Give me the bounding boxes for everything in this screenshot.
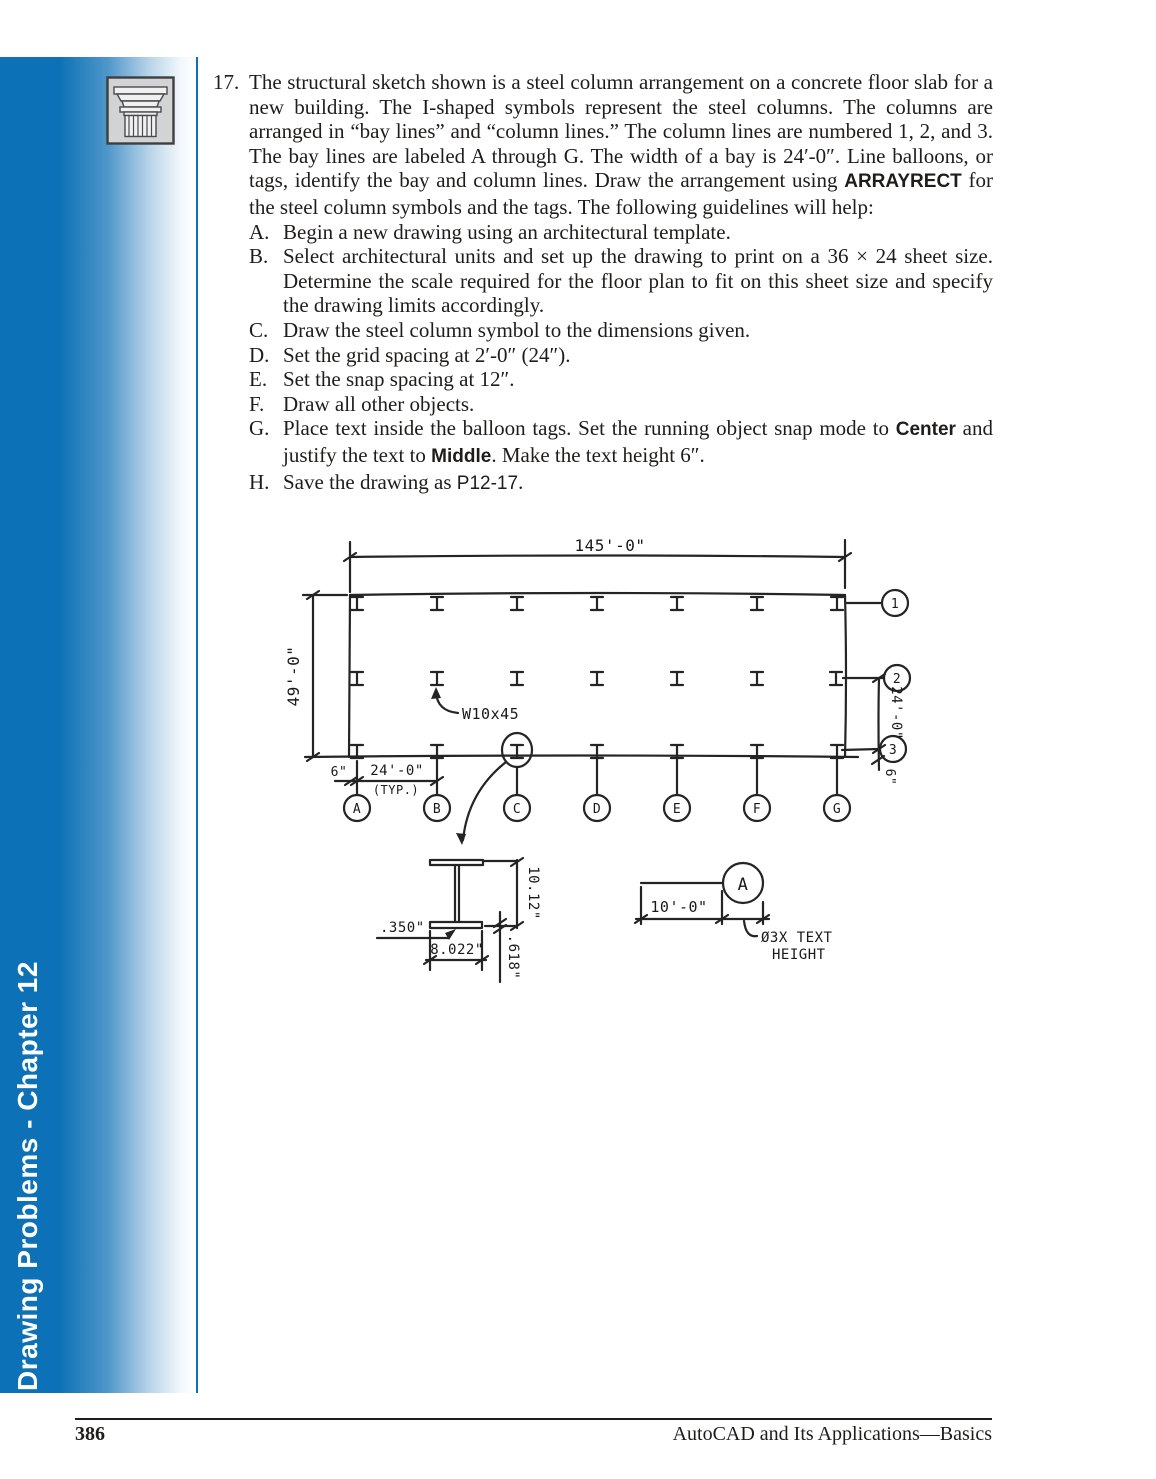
svg-text:(TYP.): (TYP.) <box>372 783 420 797</box>
svg-text:6": 6" <box>330 765 348 780</box>
guideline-letter: B. <box>249 244 269 269</box>
guideline-letter: C. <box>249 317 269 342</box>
beam-size-callout <box>431 687 519 723</box>
svg-text:10'-0": 10'-0" <box>650 898 708 916</box>
svg-text:1: 1 <box>890 597 900 612</box>
guideline-c <box>249 318 993 343</box>
svg-text:F: F <box>752 802 762 817</box>
svg-text:.618": .618" <box>505 934 521 980</box>
svg-text:A: A <box>352 802 362 817</box>
guideline-letter: A. <box>249 219 270 244</box>
guideline-text: Set the grid spacing at 2′-0″ (24″). <box>283 342 571 367</box>
guideline-e <box>249 367 993 392</box>
svg-text:49'-0": 49'-0" <box>284 645 303 707</box>
svg-text:6": 6" <box>882 768 897 786</box>
drawing-filename: P12-17 <box>456 472 519 494</box>
svg-text:24'-0": 24'-0" <box>888 686 904 740</box>
guideline-text: . Make the text height 6″. <box>491 442 705 467</box>
dim-column-line-spacing <box>872 674 904 785</box>
problem-number: 17. <box>213 70 240 94</box>
svg-text:D: D <box>592 802 602 817</box>
guideline-d <box>249 343 993 368</box>
svg-text:.350": .350" <box>380 920 425 936</box>
footer-rule <box>75 1418 992 1420</box>
guideline-a <box>249 220 993 245</box>
guideline-h <box>249 470 993 497</box>
problem-intro <box>249 70 993 220</box>
problem-17 <box>213 70 993 496</box>
guideline-text: Place text inside the balloon tags. Set the running object snap mode to <box>283 416 896 441</box>
book-title: AutoCAD and Its Applications—Basics <box>672 1423 992 1445</box>
svg-text:24'-0": 24'-0" <box>370 763 424 779</box>
dim-bay-spacing <box>331 763 443 797</box>
guideline-text: Begin a new drawing using an architectural template. <box>283 219 731 244</box>
guideline-letter: F. <box>249 391 265 416</box>
column-section-detail <box>377 858 541 982</box>
svg-text:8.022": 8.022" <box>430 942 484 958</box>
svg-text:E: E <box>672 802 682 817</box>
svg-text:C: C <box>512 802 522 817</box>
guidelines-list <box>249 220 993 497</box>
floor-slab-outline <box>305 593 858 757</box>
svg-text:3: 3 <box>888 743 898 758</box>
detail-leader-arrow <box>456 762 506 845</box>
svg-text:145'-0": 145'-0" <box>574 536 646 555</box>
dim-overall-width <box>344 536 851 592</box>
command-center: Center <box>895 419 956 441</box>
svg-text:B: B <box>432 802 442 817</box>
guideline-text: Set the snap spacing at 12″. <box>283 367 515 392</box>
guideline-letter: E. <box>249 367 268 392</box>
guideline-text: Draw all other objects. <box>283 391 475 416</box>
svg-text:HEIGHT: HEIGHT <box>772 947 826 963</box>
svg-text:10.12": 10.12" <box>525 866 541 920</box>
guideline-g <box>249 416 993 469</box>
guideline-letter: G. <box>249 416 270 441</box>
svg-text:2: 2 <box>892 672 902 687</box>
svg-text:A: A <box>737 875 749 895</box>
svg-text:G: G <box>832 802 842 817</box>
guideline-f <box>249 392 993 417</box>
intro-text-2: for the steel column symbols and the tags. The following guidelines will help: <box>249 168 993 219</box>
svg-text:Ø3X TEXT: Ø3X TEXT <box>761 930 833 946</box>
guideline-b <box>249 244 993 318</box>
command-arrayrect: ARRAYRECT <box>844 171 962 193</box>
command-middle: Middle <box>431 445 492 467</box>
column-capital-icon <box>106 76 175 145</box>
guideline-text: . <box>518 469 524 494</box>
page-number: 386 <box>75 1423 105 1445</box>
dim-overall-depth <box>284 591 347 761</box>
structural-sketch <box>280 528 925 990</box>
sidebar-chapter-label: Drawing Problems - Chapter 12 <box>12 961 43 1391</box>
chapter-sidebar <box>0 57 198 1393</box>
svg-text:W10x45: W10x45 <box>462 705 520 723</box>
guideline-letter: D. <box>249 342 270 367</box>
balloon-tag-detail <box>635 863 833 963</box>
intro-text-1: The structural sketch shown is a steel column arrangement on a concrete floor slab for a new building. The I-shaped symbols represent the steel columns. The columns are arranged in “bay lines” and “column lines.” The column lines are numbered 1, 2, and 3. The bay lines are labeled A through G. The width of a bay is 24′-0″. Line balloons, or tags, identify the bay and column lines. Draw the arrangement using <box>249 70 993 193</box>
guideline-text: and justify the text to <box>283 416 993 467</box>
guideline-text: Draw the steel column symbol to the dimensions given. <box>283 317 751 342</box>
steel-column-symbols <box>351 597 843 767</box>
guideline-text: Save the drawing as <box>283 469 457 494</box>
guideline-letter: H. <box>249 469 270 494</box>
guideline-text: Select architectural units and set up the drawing to print on a 36 × 24 sheet size. Determine the scale required for the floor plan to fit on this sheet size and specify the drawing limits accordingly. <box>283 244 993 318</box>
